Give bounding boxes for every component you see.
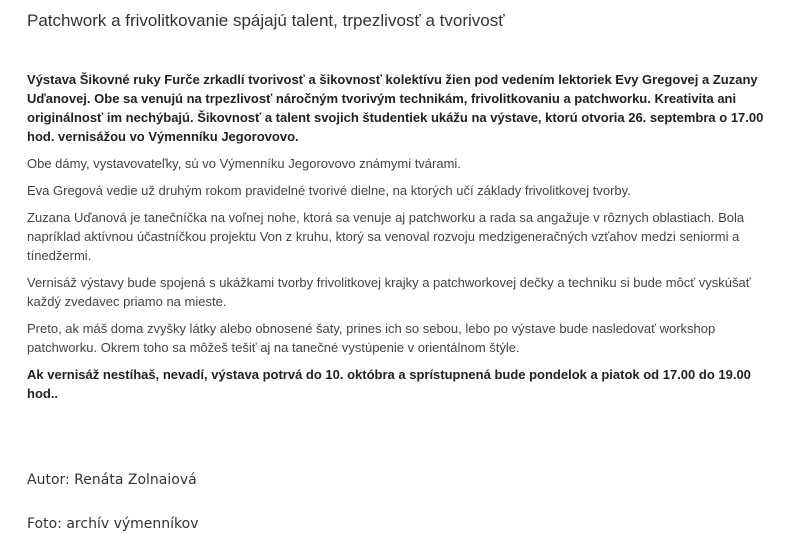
article-paragraph: Eva Gregová vedie už druhým rokom pravidelné tvorivé dielne, na ktorých učí základy frivolitkovej tvorby.: [27, 183, 631, 198]
article-paragraph: Obe dámy, vystavovateľky, sú vo Výmenníku Jegorovovo známymi tvárami.: [27, 156, 461, 171]
article-paragraph: Vernisáž výstavy bude spojená s ukážkami tvorby frivolitkovej krajky a patchworkovej dečky a techniku si bude môcť vyskúšať každý zvedavec priamo na mieste.: [27, 275, 751, 309]
author-credit: Autor: Renáta Zolnaiová: [27, 472, 197, 488]
article-lead: Výstava Šikovné ruky Furče zrkadlí tvorivosť a šikovnosť kolektívu žien pod vedením lektoriek Evy Gregovej a Zuzany Uďanovej. Obe sa venujú na trpezlivosť náročným tvorivým technikám, frivolitkovaniu a patchworku. Kreativita ani originálnosť im nechýbajú. Šikovnosť a talent svojich študentiek ukážu na výstave, ktorú otvoria 26. septembra o 17.00 hod. vernisážou vo Výmenníku Jegorovovo.: [27, 72, 764, 144]
photo-credit: Foto: archív výmenníkov: [27, 516, 199, 532]
article-paragraph: Preto, ak máš doma zvyšky látky alebo obnosené šaty, prines ich so sebou, lebo po výstave bude nasledovať workshop patchworku. Okrem toho sa môžeš tešiť aj na tanečné vystúpenie v orientálnom štýle.: [27, 321, 716, 355]
article-paragraph: Zuzana Uďanová je tanečníčka na voľnej nohe, ktorá sa venuje aj patchworku a rada sa angažuje v rôznych oblastiach. Bola napríklad aktívnou účastníčkou projektu Von z kruhu, ktorý sa venoval rozvoju medzigeneračných vzťahov medzi seniormi a tínedžermi.: [27, 210, 745, 263]
article-title: Patchwork a frivolitkovanie spájajú talent, trpezlivosť a tvorivosť: [27, 11, 505, 30]
article: [27, 0, 777, 403]
article-closing-note: Ak vernisáž nestíhaš, nevadí, výstava potrvá do 10. októbra a sprístupnená bude pondelok a piatok od 17.00 do 19.00 hod..: [27, 367, 751, 401]
